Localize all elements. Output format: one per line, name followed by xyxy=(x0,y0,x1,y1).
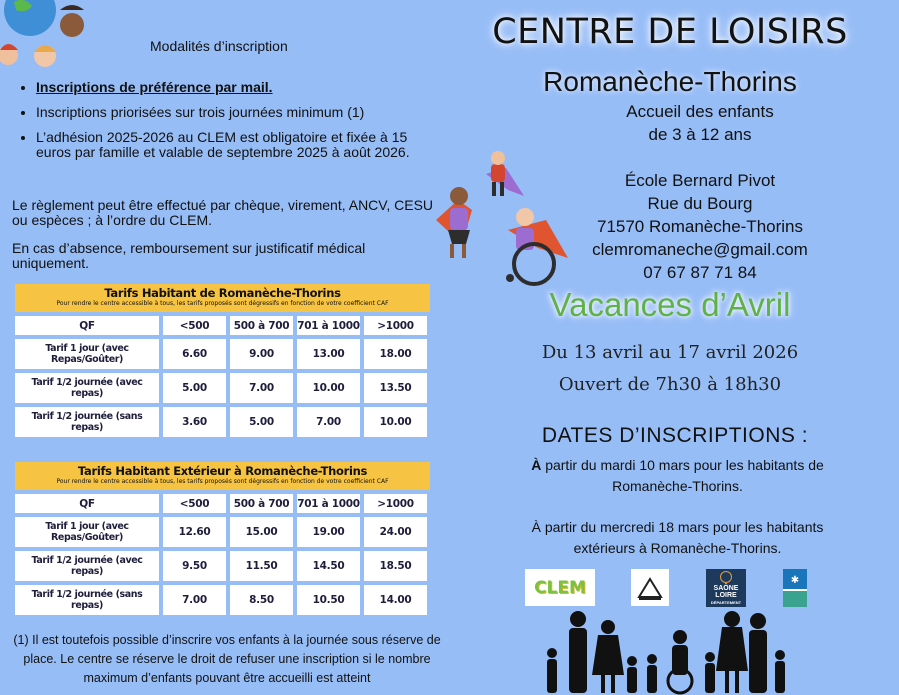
inscription-exterieurs: À partir du mercredi 18 mars pour les habitants extérieurs à Romanèche-Thorins. xyxy=(531,519,824,556)
price-cell: 7.00 xyxy=(163,585,226,615)
postal-city: 71570 Romanèche-Thorins xyxy=(596,217,803,236)
price-cell: 6.60 xyxy=(163,339,226,369)
price-cell: 10.00 xyxy=(297,373,360,403)
row-label: Tarif 1/2 journée (avec repas) xyxy=(15,373,159,403)
caf-icon xyxy=(783,569,807,607)
row-label: Tarif 1 jour (avec Repas/Goûter) xyxy=(15,339,159,369)
price-cell: 13.00 xyxy=(297,339,360,369)
inscription-habitants-text: partir du mardi 10 mars pour les habitants de Romanèche-Thorins. xyxy=(541,457,824,494)
family-silhouettes-illustration xyxy=(540,609,790,695)
saone-loire-logo xyxy=(706,569,746,607)
vacances-title: Vacances d’Avril xyxy=(549,286,791,323)
price-cell: 9.50 xyxy=(163,551,226,581)
session-period: Du 13 avril au 17 avril 2026 xyxy=(541,342,799,363)
caf-logo xyxy=(783,569,807,607)
inscription-habitants xyxy=(505,455,850,497)
modalites-list xyxy=(18,80,428,170)
price-cell: 10.00 xyxy=(364,407,427,437)
tarif-table-exterieur xyxy=(15,462,430,615)
price-cell: 5.00 xyxy=(163,373,226,403)
inscriptions-heading: DATES D’INSCRIPTIONS : xyxy=(541,424,809,447)
price-cell: 8.50 xyxy=(230,585,293,615)
tarif-table-subtitle: Pour rendre le centre accessible à tous, les tarifs proposés sont dégressifs en fonction de votre coefficient CAF xyxy=(56,478,389,485)
street: Rue du Bourg xyxy=(647,194,753,213)
price-cell: 15.00 xyxy=(230,517,293,547)
price-cell: 14.00 xyxy=(364,585,427,615)
school-name: École Bernard Pivot xyxy=(624,171,776,190)
page-title: CENTRE DE LOISIRS xyxy=(492,12,848,52)
saone-line3: DÉPARTEMENT xyxy=(710,599,742,605)
col-header-qf-3: 701 à 1000 xyxy=(297,494,360,513)
footnote-text: (1) Il est toutefois possible d’inscrire vos enfants à la journée sous réserve de place. Le centre se réserve le droit de refuser une inscription si le nombre maximum d’enfants pouvant être accueilli est atteint xyxy=(13,633,441,685)
col-header-qf: QF xyxy=(15,494,159,513)
row-label: Tarif 1 jour (avec Repas/Goûter) xyxy=(15,517,159,547)
svg-text:✱: ✱ xyxy=(790,575,800,586)
row-label: Tarif 1/2 journée (avec repas) xyxy=(15,551,159,581)
accueil-line: Accueil des enfants xyxy=(626,102,774,121)
school-emblem-icon xyxy=(635,573,665,603)
price-cell: 14.50 xyxy=(297,551,360,581)
town-name: Romanèche-Thorins xyxy=(543,66,797,97)
inscription-prefix: À xyxy=(531,457,542,473)
clem-logo xyxy=(525,569,595,606)
school-logo xyxy=(631,569,669,606)
tarif-table-title: Tarifs Habitant Extérieur à Romanèche-Thorins xyxy=(77,464,368,478)
email-link[interactable]: clemromaneche@gmail.com xyxy=(592,240,808,259)
bullet-mail: • Inscriptions de préférence par mail. xyxy=(36,80,428,95)
col-header-qf: QF xyxy=(15,316,159,335)
col-header-qf-1: <500 xyxy=(163,494,226,513)
col-header-qf-3: 701 à 1000 xyxy=(297,316,360,335)
price-cell: 12.60 xyxy=(163,517,226,547)
price-cell: 13.50 xyxy=(364,373,427,403)
accueil-info xyxy=(560,100,840,146)
tarif-table-habitant xyxy=(15,284,430,437)
tarif-table-header xyxy=(15,462,430,490)
tarif-table-title: Tarifs Habitant de Romanèche-Thorins xyxy=(104,286,341,300)
col-header-qf-2: 500 à 700 xyxy=(230,494,293,513)
saone-circle-icon xyxy=(720,571,732,583)
col-header-qf-2: 500 à 700 xyxy=(230,316,293,335)
bullet-adhesion: • L’adhésion 2025-2026 au CLEM est obligatoire et fixée à 15 euros par famille et valable de septembre 2025 à août 2026. xyxy=(36,130,428,160)
clem-logo-text: CLEM xyxy=(534,577,586,598)
price-cell: 18.00 xyxy=(364,339,427,369)
col-header-qf-1: <500 xyxy=(163,316,226,335)
tarif-table-subtitle: Pour rendre le centre accessible à tous, les tarifs proposés sont dégressifs en fonction de votre coefficient CAF xyxy=(56,300,389,307)
address-block xyxy=(520,169,880,284)
age-range: de 3 à 12 ans xyxy=(648,125,752,144)
session-info xyxy=(500,337,840,401)
price-cell: 10.50 xyxy=(297,585,360,615)
row-label: Tarif 1/2 journée (sans repas) xyxy=(15,585,159,615)
price-cell: 19.00 xyxy=(297,517,360,547)
bullet-priorite: • Inscriptions priorisées sur trois journées minimum (1) xyxy=(36,105,428,120)
saone-line1: SAÔNE xyxy=(713,584,739,592)
price-cell: 18.50 xyxy=(364,551,427,581)
tarif-table-header xyxy=(15,284,430,312)
session-hours: Ouvert de 7h30 à 18h30 xyxy=(558,374,782,395)
saone-line2: LOIRE xyxy=(715,591,737,599)
reglement-text: Le règlement peut être effectué par chèque, virement, ANCV, CESU ou espèces ; à l’ordre du CLEM. xyxy=(12,197,434,228)
price-cell: 3.60 xyxy=(163,407,226,437)
price-cell: 24.00 xyxy=(364,517,427,547)
modalites-title: Modalités d’inscription xyxy=(150,38,288,54)
col-header-qf-4: >1000 xyxy=(364,316,427,335)
kids-globe-illustration xyxy=(0,0,95,80)
absence-text: En cas d’absence, remboursement sur justificatif médical uniquement. xyxy=(12,240,366,271)
phone-number[interactable]: 07 67 87 71 84 xyxy=(643,263,757,282)
price-cell: 7.00 xyxy=(297,407,360,437)
col-header-qf-4: >1000 xyxy=(364,494,427,513)
price-cell: 11.50 xyxy=(230,551,293,581)
price-cell: 7.00 xyxy=(230,373,293,403)
row-label: Tarif 1/2 journée (sans repas) xyxy=(15,407,159,437)
price-cell: 5.00 xyxy=(230,407,293,437)
price-cell: 9.00 xyxy=(230,339,293,369)
